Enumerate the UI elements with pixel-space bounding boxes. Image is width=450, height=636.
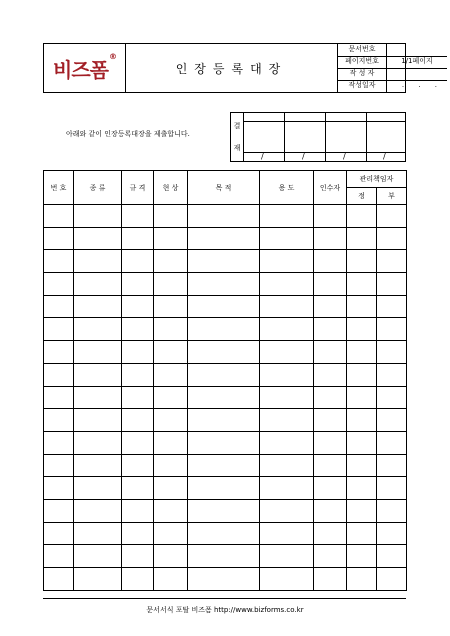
doc-number-value — [387, 44, 447, 56]
table-cell[interactable] — [347, 273, 377, 296]
table-cell[interactable] — [347, 386, 377, 409]
table-cell[interactable] — [377, 386, 407, 409]
table-cell[interactable] — [122, 318, 154, 341]
document-title: 인장등록대장 — [126, 44, 338, 92]
bizforms-logo: 비즈폼® — [53, 51, 116, 82]
table-cell[interactable] — [188, 273, 260, 296]
header-number: 번 호 — [44, 171, 74, 205]
table-cell[interactable] — [74, 454, 122, 477]
table-cell[interactable] — [260, 522, 314, 545]
table-cell[interactable] — [74, 545, 122, 568]
table-cell[interactable] — [122, 522, 154, 545]
table-cell[interactable] — [314, 477, 347, 500]
table-cell[interactable] — [74, 386, 122, 409]
table-cell[interactable] — [74, 295, 122, 318]
table-cell[interactable] — [377, 295, 407, 318]
table-cell[interactable] — [377, 409, 407, 432]
table-row — [44, 227, 407, 250]
table-cell[interactable] — [347, 454, 377, 477]
table-cell[interactable] — [74, 499, 122, 522]
table-cell[interactable] — [44, 341, 74, 364]
table-cell[interactable] — [314, 250, 347, 273]
table-row — [44, 409, 407, 432]
register-body — [44, 205, 407, 591]
table-cell[interactable] — [314, 386, 347, 409]
table-cell[interactable] — [44, 499, 74, 522]
table-cell[interactable] — [122, 363, 154, 386]
author-value — [387, 68, 447, 80]
table-cell[interactable] — [347, 499, 377, 522]
table-cell[interactable] — [122, 386, 154, 409]
table-cell[interactable] — [260, 409, 314, 432]
header-spec: 규 격 — [122, 171, 154, 205]
table-cell[interactable] — [260, 454, 314, 477]
table-cell[interactable] — [314, 454, 347, 477]
table-row — [44, 273, 407, 296]
table-cell[interactable] — [154, 318, 188, 341]
table-cell[interactable] — [154, 499, 188, 522]
table-cell[interactable] — [154, 205, 188, 228]
author-label: 작 성 자 — [338, 68, 387, 80]
table-row — [44, 477, 407, 500]
table-cell[interactable] — [314, 363, 347, 386]
table-cell[interactable] — [314, 341, 347, 364]
table-cell[interactable] — [347, 363, 377, 386]
approval-box — [230, 112, 406, 162]
table-cell[interactable] — [347, 522, 377, 545]
table-row — [44, 545, 407, 568]
table-cell[interactable] — [188, 568, 260, 591]
table-cell[interactable] — [377, 568, 407, 591]
table-cell[interactable] — [347, 568, 377, 591]
table-cell[interactable] — [122, 227, 154, 250]
table-row — [44, 363, 407, 386]
table-cell[interactable] — [377, 499, 407, 522]
table-cell[interactable] — [154, 295, 188, 318]
table-cell[interactable] — [74, 363, 122, 386]
table-cell[interactable] — [377, 454, 407, 477]
table-cell[interactable] — [188, 386, 260, 409]
table-cell[interactable] — [188, 318, 260, 341]
table-cell[interactable] — [74, 477, 122, 500]
table-cell[interactable] — [122, 341, 154, 364]
table-cell[interactable] — [377, 227, 407, 250]
page-number-value: 1/1페이지 — [401, 57, 433, 65]
table-cell[interactable] — [377, 205, 407, 228]
table-cell[interactable] — [74, 341, 122, 364]
table-cell[interactable] — [154, 431, 188, 454]
table-cell[interactable] — [260, 318, 314, 341]
table-cell[interactable] — [188, 227, 260, 250]
header-manager: 관리책임자 — [347, 171, 407, 188]
table-row — [44, 499, 407, 522]
table-cell[interactable] — [154, 454, 188, 477]
seal-register-table — [43, 170, 407, 591]
approval-slash-2: / — [302, 152, 305, 161]
table-cell[interactable] — [154, 386, 188, 409]
table-cell[interactable] — [260, 250, 314, 273]
table-row — [44, 454, 407, 477]
page-number-label: 페이지번호 — [338, 56, 387, 68]
header-usage: 용 도 — [260, 171, 314, 205]
table-cell[interactable] — [377, 545, 407, 568]
table-cell[interactable] — [377, 477, 407, 500]
table-cell[interactable] — [154, 273, 188, 296]
table-cell[interactable] — [188, 499, 260, 522]
approval-divider-bottom — [243, 152, 405, 153]
table-cell[interactable] — [188, 250, 260, 273]
table-cell[interactable] — [377, 363, 407, 386]
table-cell[interactable] — [188, 295, 260, 318]
table-cell[interactable] — [44, 318, 74, 341]
table-cell[interactable] — [154, 522, 188, 545]
approval-label-bottom: 재 — [233, 144, 241, 152]
table-cell[interactable] — [74, 205, 122, 228]
table-cell[interactable] — [314, 273, 347, 296]
table-row — [44, 205, 407, 228]
table-cell[interactable] — [188, 545, 260, 568]
approval-label-top: 결 — [233, 122, 241, 130]
approval-slash-1: / — [261, 152, 264, 161]
table-row — [44, 522, 407, 545]
header-type: 종 류 — [74, 171, 122, 205]
table-cell[interactable] — [188, 205, 260, 228]
table-cell[interactable] — [122, 499, 154, 522]
table-cell[interactable] — [122, 273, 154, 296]
approval-divider-top — [243, 121, 405, 122]
table-cell[interactable] — [74, 318, 122, 341]
table-cell[interactable] — [314, 499, 347, 522]
table-cell[interactable] — [122, 454, 154, 477]
table-cell[interactable] — [44, 568, 74, 591]
table-cell[interactable] — [44, 409, 74, 432]
table-cell[interactable] — [314, 568, 347, 591]
table-cell[interactable] — [44, 273, 74, 296]
table-cell[interactable] — [314, 522, 347, 545]
approval-slash-3: / — [343, 152, 346, 161]
table-cell[interactable] — [347, 431, 377, 454]
table-cell[interactable] — [347, 205, 377, 228]
header-manager-secondary: 부 — [377, 188, 407, 205]
table-cell[interactable] — [314, 318, 347, 341]
table-row — [44, 318, 407, 341]
table-cell[interactable] — [122, 477, 154, 500]
table-cell[interactable] — [44, 477, 74, 500]
table-cell[interactable] — [260, 568, 314, 591]
table-cell[interactable] — [44, 386, 74, 409]
table-cell[interactable] — [154, 227, 188, 250]
table-cell[interactable] — [44, 454, 74, 477]
table-cell[interactable] — [74, 227, 122, 250]
date-value: . . . — [401, 81, 443, 89]
table-cell[interactable] — [188, 409, 260, 432]
table-cell[interactable] — [122, 205, 154, 228]
table-cell[interactable] — [314, 205, 347, 228]
doc-number-label: 문서번호 — [338, 44, 387, 56]
header-purpose: 목 적 — [188, 171, 260, 205]
table-cell[interactable] — [44, 295, 74, 318]
table-cell[interactable] — [44, 545, 74, 568]
table-cell[interactable] — [260, 227, 314, 250]
table-cell[interactable] — [260, 431, 314, 454]
table-cell[interactable] — [260, 386, 314, 409]
table-cell[interactable] — [377, 318, 407, 341]
table-cell[interactable] — [44, 431, 74, 454]
table-cell[interactable] — [260, 273, 314, 296]
footer-divider — [43, 598, 406, 599]
table-cell[interactable] — [154, 568, 188, 591]
table-cell[interactable] — [188, 522, 260, 545]
intro-text: 아래와 같이 인장등록대장을 제출합니다. — [66, 130, 190, 138]
table-cell[interactable] — [314, 295, 347, 318]
table-cell[interactable] — [314, 431, 347, 454]
table-cell[interactable] — [347, 477, 377, 500]
table-cell[interactable] — [347, 250, 377, 273]
table-row — [44, 431, 407, 454]
table-cell[interactable] — [188, 454, 260, 477]
table-cell[interactable] — [314, 545, 347, 568]
date-row — [338, 80, 447, 92]
table-cell[interactable] — [154, 341, 188, 364]
table-cell[interactable] — [260, 477, 314, 500]
table-row — [44, 568, 407, 591]
table-cell[interactable] — [122, 545, 154, 568]
header-status: 현 상 — [154, 171, 188, 205]
approval-slash-4: / — [383, 152, 386, 161]
doc-info-table — [338, 44, 443, 92]
table-cell[interactable] — [260, 295, 314, 318]
table-cell[interactable] — [122, 431, 154, 454]
table-cell[interactable] — [347, 409, 377, 432]
table-cell[interactable] — [154, 409, 188, 432]
table-cell[interactable] — [44, 250, 74, 273]
table-cell[interactable] — [154, 477, 188, 500]
table-cell[interactable] — [74, 250, 122, 273]
table-cell[interactable] — [188, 341, 260, 364]
table-cell[interactable] — [74, 568, 122, 591]
table-cell[interactable] — [188, 431, 260, 454]
table-cell[interactable] — [44, 522, 74, 545]
table-cell[interactable] — [377, 431, 407, 454]
table-cell[interactable] — [154, 545, 188, 568]
table-row — [44, 386, 407, 409]
header-manager-primary: 정 — [347, 188, 377, 205]
table-cell[interactable] — [347, 341, 377, 364]
date-label: 작성일자 — [338, 80, 387, 92]
table-row — [44, 250, 407, 273]
table-cell[interactable] — [347, 545, 377, 568]
table-cell[interactable] — [188, 363, 260, 386]
table-cell[interactable] — [260, 363, 314, 386]
table-cell[interactable] — [314, 409, 347, 432]
logo-cell — [44, 44, 126, 92]
table-cell[interactable] — [188, 477, 260, 500]
table-cell[interactable] — [347, 295, 377, 318]
table-cell[interactable] — [74, 409, 122, 432]
table-cell[interactable] — [377, 522, 407, 545]
document-header — [43, 43, 443, 93]
table-cell[interactable] — [260, 545, 314, 568]
table-row — [44, 341, 407, 364]
table-cell[interactable] — [314, 227, 347, 250]
footer-text: 문서서식 포탈 비즈폼 http://www.bizforms.co.kr — [146, 606, 304, 614]
table-cell[interactable] — [154, 250, 188, 273]
table-cell[interactable] — [74, 273, 122, 296]
table-cell[interactable] — [44, 363, 74, 386]
table-cell[interactable] — [260, 205, 314, 228]
header-recipient: 인수자 — [314, 171, 347, 205]
table-cell[interactable] — [347, 227, 377, 250]
table-cell[interactable] — [260, 499, 314, 522]
table-cell[interactable] — [154, 363, 188, 386]
table-cell[interactable] — [122, 568, 154, 591]
table-cell[interactable] — [74, 431, 122, 454]
table-cell[interactable] — [44, 205, 74, 228]
table-cell[interactable] — [122, 250, 154, 273]
table-cell[interactable] — [377, 273, 407, 296]
table-cell[interactable] — [44, 227, 74, 250]
table-cell[interactable] — [74, 522, 122, 545]
table-cell[interactable] — [377, 341, 407, 364]
table-cell[interactable] — [347, 318, 377, 341]
table-cell[interactable] — [122, 295, 154, 318]
table-cell[interactable] — [122, 409, 154, 432]
table-cell[interactable] — [377, 250, 407, 273]
table-cell[interactable] — [260, 341, 314, 364]
table-row — [44, 295, 407, 318]
